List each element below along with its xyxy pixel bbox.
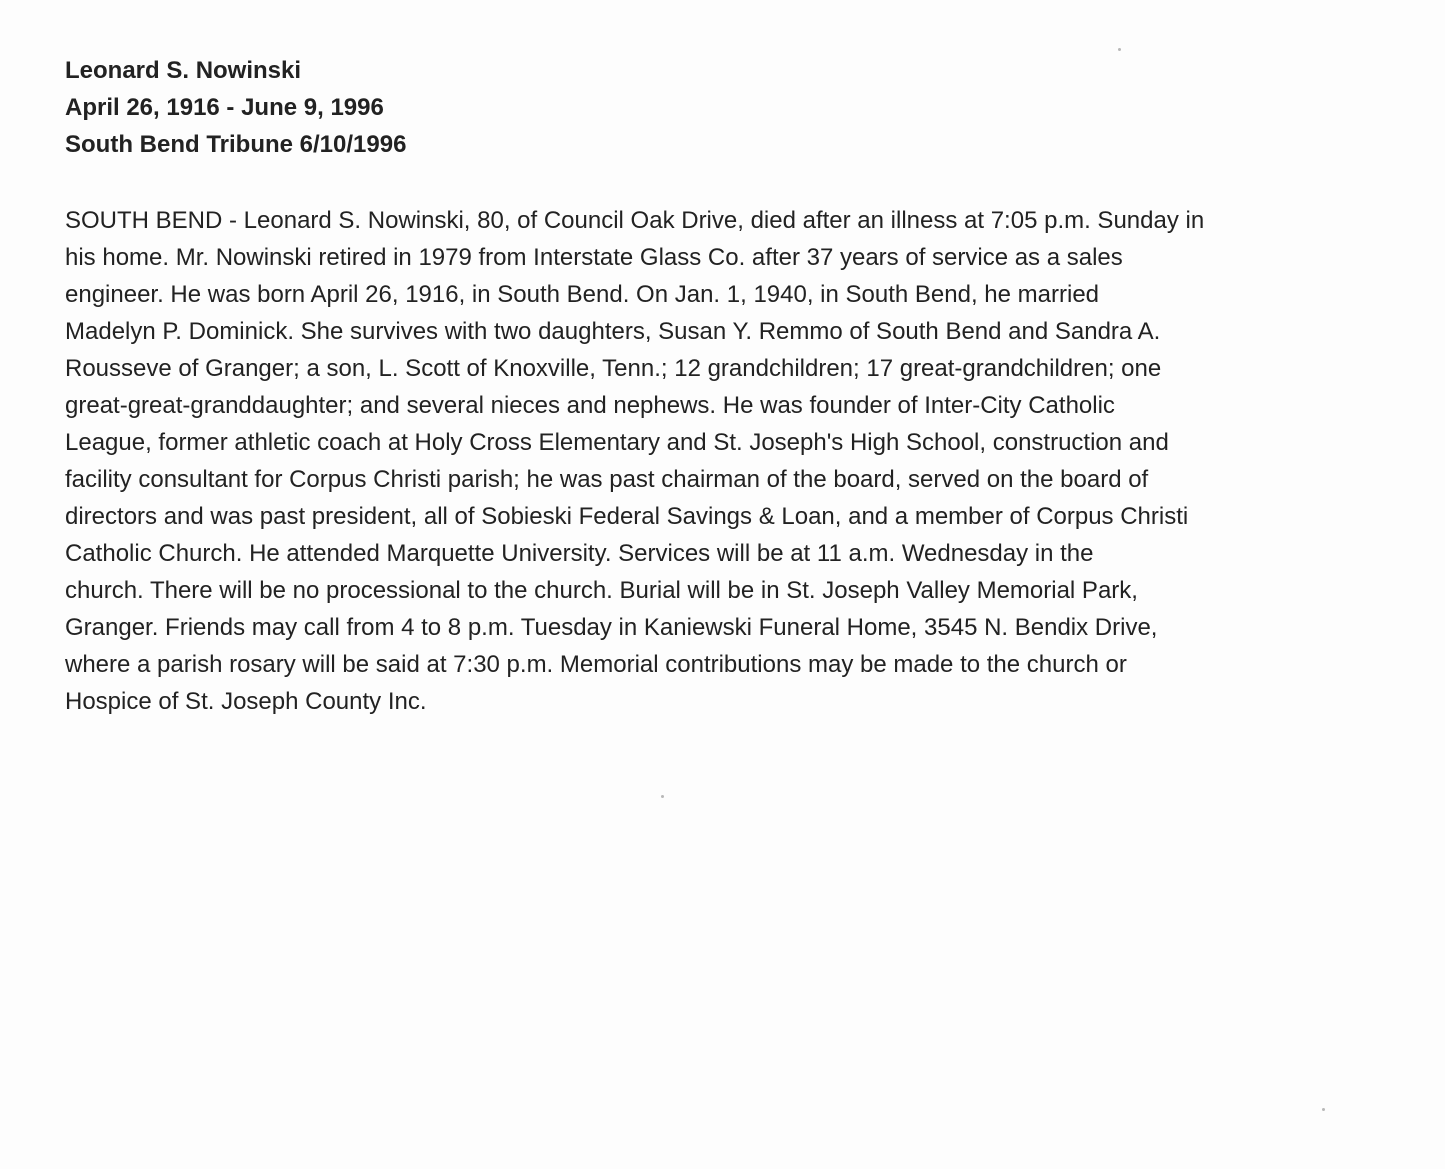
body-line: facility consultant for Corpus Christi parish; he was past chairman of the board, served on the board of [65, 466, 1149, 493]
life-dates: April 26, 1916 - June 9, 1996 [65, 94, 384, 121]
paper-speck [1118, 48, 1121, 51]
body-line: Granger. Friends may call from 4 to 8 p.m. Tuesday in Kaniewski Funeral Home, 3545 N. Bendix Drive, [65, 614, 1158, 641]
body-line: Madelyn P. Dominick. She survives with two daughters, Susan Y. Remmo of South Bend and Sandra A. [65, 318, 1161, 345]
body-line: League, former athletic coach at Holy Cross Elementary and St. Joseph's High School, construction and [65, 429, 1169, 456]
body-line: Hospice of St. Joseph County Inc. [65, 688, 427, 715]
source-citation: South Bend Tribune 6/10/1996 [65, 131, 407, 158]
paper-speck [1322, 1108, 1325, 1111]
body-line: great-great-granddaughter; and several nieces and nephews. He was founder of Inter-City Catholic [65, 392, 1115, 419]
body-line: Rousseve of Granger; a son, L. Scott of Knoxville, Tenn.; 12 grandchildren; 17 great-grandchildren; one [65, 355, 1162, 382]
body-line: his home. Mr. Nowinski retired in 1979 from Interstate Glass Co. after 37 years of service as a sales [65, 244, 1123, 271]
body-line: engineer. He was born April 26, 1916, in South Bend. On Jan. 1, 1940, in South Bend, he married [65, 281, 1100, 308]
body-line: church. There will be no processional to the church. Burial will be in St. Joseph Valley Memorial Park, [65, 577, 1138, 604]
body-line: directors and was past president, all of Sobieski Federal Savings & Loan, and a member of Corpus Christi [65, 503, 1189, 530]
body-line: SOUTH BEND - Leonard S. Nowinski, 80, of Council Oak Drive, died after an illness at 7:05 p.m. Sunday in [65, 207, 1205, 234]
paper-speck [661, 795, 664, 798]
body-line: Catholic Church. He attended Marquette University. Services will be at 11 a.m. Wednesday in the [65, 540, 1094, 567]
obituary-body [65, 202, 1365, 720]
obituary-header [65, 52, 406, 163]
deceased-name: Leonard S. Nowinski [65, 57, 302, 84]
body-line: where a parish rosary will be said at 7:30 p.m. Memorial contributions may be made to the church or [65, 651, 1127, 678]
